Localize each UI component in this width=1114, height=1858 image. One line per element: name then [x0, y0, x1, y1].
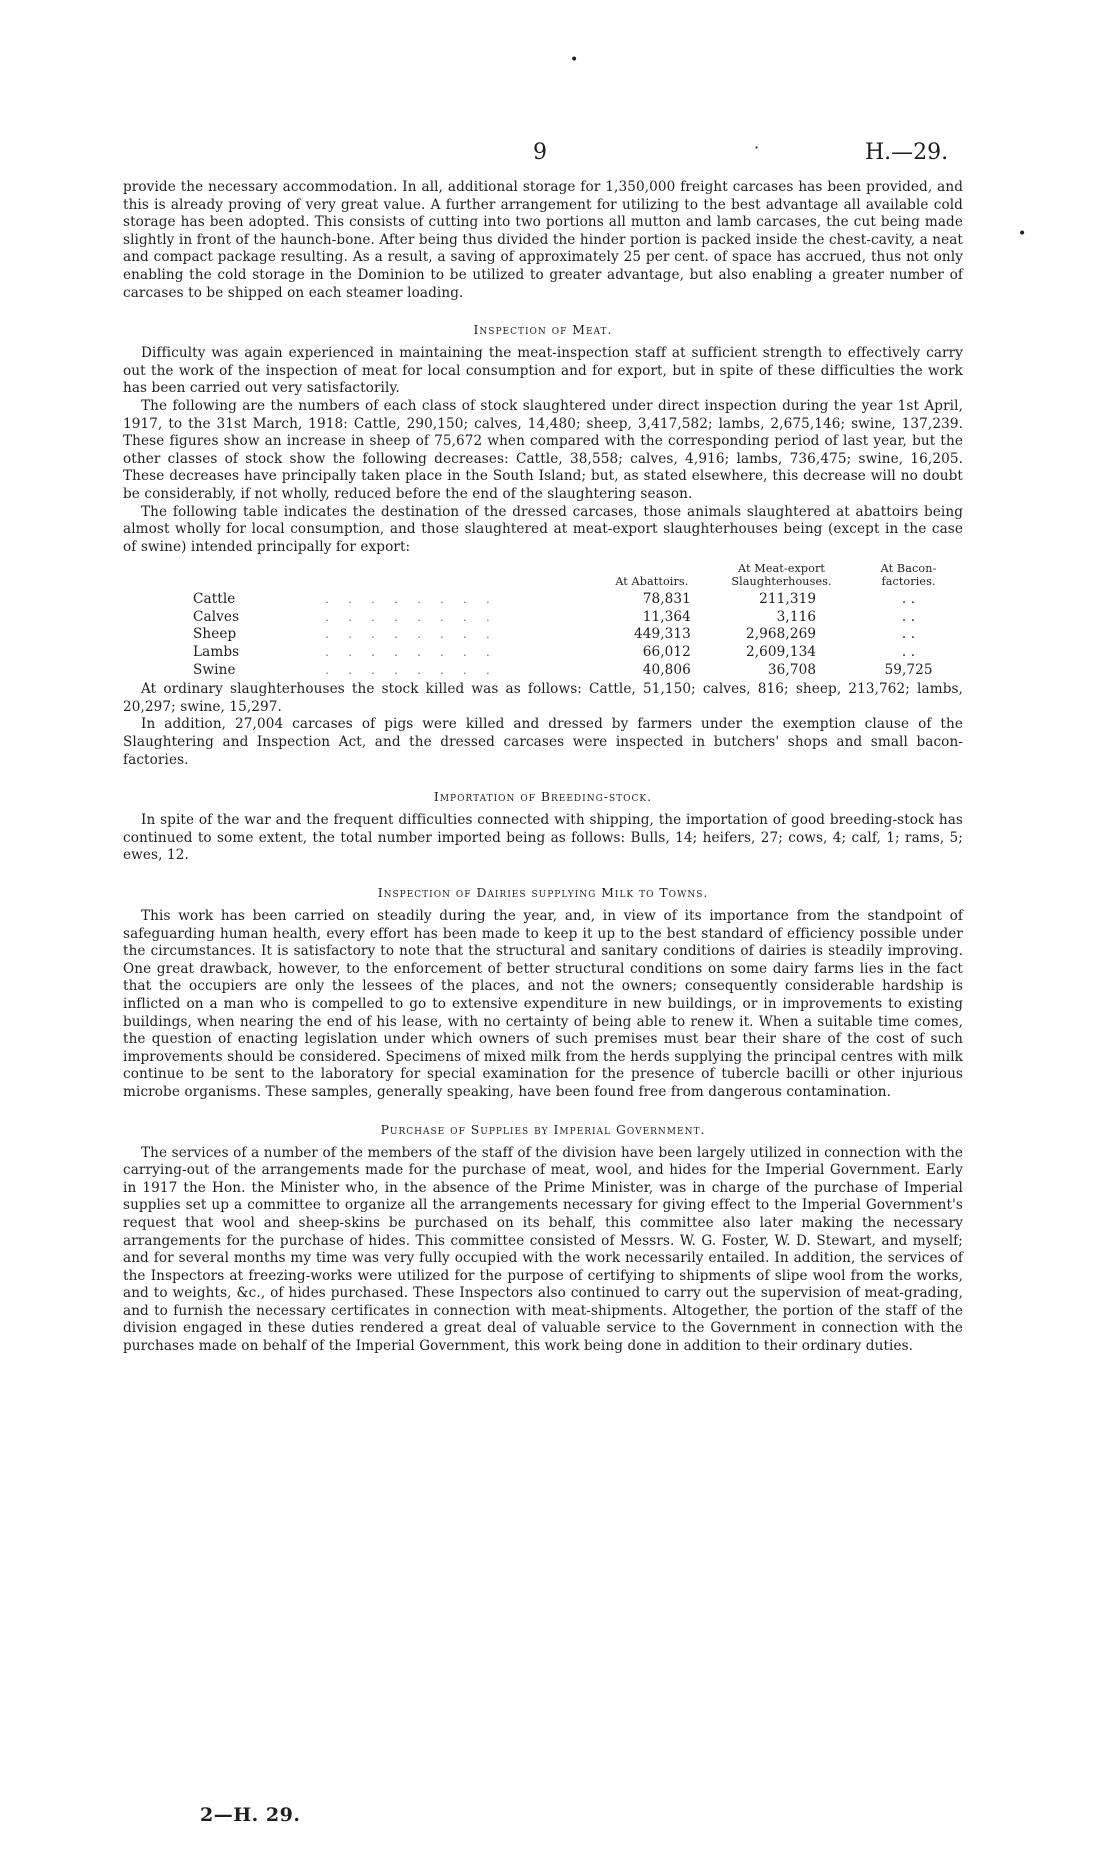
table-row — [123, 644, 963, 662]
cell-export: 211,319 — [759, 591, 817, 608]
cell-bacon: . . — [901, 626, 916, 643]
leader-dots: . . . . . . . . — [325, 646, 498, 660]
cell-bacon: . . — [901, 644, 916, 661]
cell-export: 36,708 — [767, 661, 817, 678]
scan-speck: • — [1018, 226, 1027, 242]
paragraph: In addition, 27,004 carcases of pigs were killed and dressed by farmers under the exemption clause of the Slaughtering and Inspection Act, and the dressed carcases were inspected in butchers' shops and small bacon-factories. — [123, 716, 963, 768]
column-header: At Bacon-factories. — [880, 562, 937, 589]
cell-export: 2,609,134 — [745, 644, 817, 661]
leader-dots: . . . . . . . . — [325, 628, 498, 642]
scan-speck: • — [570, 52, 579, 68]
row-label: Lambs — [193, 644, 240, 661]
cell-export: 2,968,269 — [745, 626, 817, 643]
paragraph: The following are the numbers of each class of stock slaughtered under direct inspection during the year 1st April, 1917, to the 31st March, 1918: Cattle, 290,150; calves, 14,480; sheep, 3,417,582; lambs, 2,675,146; swine, 137,239. These figures show an increase in sheep of 75,672 when compared with the corresponding period of last year, but the other classes of stock show the following decreases: Cattle, 38,558; calves, 4,916; lambs, 736,475; swine, 16,205. These decreases have principally taken place in the South Island; but, as stated elsewhere, this decrease will no doubt be considerably, if not wholly, reduced before the end of the slaughtering season. — [123, 397, 963, 502]
section-heading-breeding: Importation of Breeding-stock. — [433, 789, 653, 805]
page-number: 9 — [533, 140, 547, 165]
paragraph: The services of a number of the members of the staff of the division have been largely utilized in connection with the carrying-out of the arrangements made for the purchase of meat, wool, and hides for the Imperial Government. Early in 1917 the Hon. the Minister who, in the absence of the Prime Minister, was in charge of the purchase of Imperial supplies set up a committee to organize all the arrangements necessary for giving effect to the Imperial Government's request that wool and sheep-skins be purchased on its behalf, this committee also later making the necessary arrangements for the purchase of hides. This committee consisted of Messrs. W. G. Foster, W. D. Stewart, and myself; and for several months my time was very fully occupied with the work necessarily entailed. In addition, the services of the Inspectors at freezing-works were utilized for the purpose of certifying to shipments of slipe wool from the works, and to weights, &c., of hides purchased. These Inspectors also continued to carry out the supervision of meat-grading, and to furnish the necessary certificates in connection with meat-shipments. Altogether, the portion of the staff of the division engaged in these duties rendered a great deal of valuable service to the Government in connection with the purchases made on behalf of the Imperial Government, this work being done in addition to their ordinary duties. — [123, 1144, 963, 1355]
row-label: Calves — [193, 608, 240, 625]
page-header — [0, 140, 1114, 170]
table-row — [123, 591, 963, 609]
carcase-destination-table — [123, 562, 963, 679]
paragraph: In spite of the war and the frequent difficulties connected with shipping, the importation of good breeding-stock has continued to some extent, the total number imported being as follows: Bulls, 14; heifers, 27; cows, 4; calf, 1; rams, 5; ewes, 12. — [123, 812, 963, 864]
signature-mark: 2—H. 29. — [200, 1804, 301, 1826]
leader-dots: . . . . . . . . — [325, 610, 498, 624]
paragraph: Difficulty was again experienced in maintaining the meat-inspection staff at sufficient strength to effectively carry out the work of the inspection of meat for local consumption and for export, but in spite of these difficulties the work has been carried out very satisfactorily. — [123, 345, 963, 397]
scan-speck: · — [754, 138, 760, 157]
cell-abattoirs: 11,364 — [642, 608, 691, 625]
paragraph: This work has been carried on steadily during the year, and, in view of its importance from the standpoint of safeguarding human health, every effort has been made to keep it up to the best standard of efficiency possible under the circumstances. It is satisfactory to note that the structural and sanitary conditions of dairies is steadily improving. One great drawback, however, to the enforcement of better structural conditions on some dairy farms lies in the fact that the occupiers are only the lessees of the places, and not the owners; consequently considerable hardship is inflicted on a man who is compelled to go to extensive expenditure in new buildings, or in improvements to existing buildings, when nearing the end of his lease, with no certainty of being able to renew it. When a suitable time comes, the question of enacting legislation under which owners of such premises must bear their share of the cost of such improvements should be considered. Specimens of mixed milk from the herds supplying the principal centres with milk continue to be sent to the laboratory for special examination for the presence of tubercle bacilli or other injurious microbe organisms. These samples, generally speaking, have been found free from dangerous contamination. — [123, 908, 963, 1100]
section-heading-dairies: Inspection of Dairies supplying Milk to Towns. — [377, 885, 709, 900]
leader-dots: . . . . . . . . — [325, 593, 498, 607]
table-header-row — [123, 562, 963, 591]
document-body — [123, 179, 963, 1356]
table-row — [123, 626, 963, 644]
paragraph: The following table indicates the destination of the dressed carcases, those animals slaughtered at abattoirs being almost wholly for local consumption, and those slaughtered at meat-export slaughterhouses being (except in the case of swine) intended principally for export: — [123, 503, 963, 555]
row-label: Swine — [193, 661, 236, 678]
table-row — [123, 609, 963, 627]
paragraph: At ordinary slaughterhouses the stock killed was as follows: Cattle, 51,150; calves, 816; sheep, 213,762; lambs, 20,297; swine, 15,297. — [123, 681, 963, 715]
row-label: Cattle — [193, 591, 236, 608]
section-heading-purchase: Purchase of Supplies by Imperial Government. — [380, 1121, 706, 1137]
cell-bacon: . . — [901, 608, 916, 625]
table-row — [123, 662, 963, 680]
cell-abattoirs: 66,012 — [642, 644, 691, 661]
section-heading-meat: Inspection of Meat. — [473, 322, 613, 338]
intro-paragraph: provide the necessary accommodation. In all, additional storage for 1,350,000 freight carcases has been provided, and this is already proving of very great value. A further arrangement for utilizing to the best advantage all available cold storage has been adopted. This consists of cutting into two portions all mutton and lamb carcases, the cut being made slightly in front of the haunch-bone. After being thus divided the hinder portion is packed inside the chest-cavity, a neat and compact package resulting. As a result, a saving of approximately 25 per cent. of space has accrued, thus not only enabling the cold storage in the Dominion to be utilized to greater advantage, but also enabling a greater number of carcases to be shipped on each steamer loading. — [123, 179, 963, 301]
cell-bacon: . . — [901, 591, 916, 608]
column-header: At Meat-export Slaughterhouses. — [731, 562, 832, 589]
cell-bacon: 59,725 — [884, 661, 933, 678]
cell-abattoirs: 40,806 — [642, 661, 691, 678]
cell-export: 3,116 — [776, 608, 817, 625]
cell-abattoirs: 78,831 — [642, 591, 691, 608]
page-ref: H.—29. — [865, 140, 949, 165]
column-header: At Abattoirs. — [615, 575, 689, 589]
row-label: Sheep — [193, 626, 237, 643]
leader-dots: . . . . . . . . — [325, 663, 498, 677]
cell-abattoirs: 449,313 — [633, 626, 691, 643]
